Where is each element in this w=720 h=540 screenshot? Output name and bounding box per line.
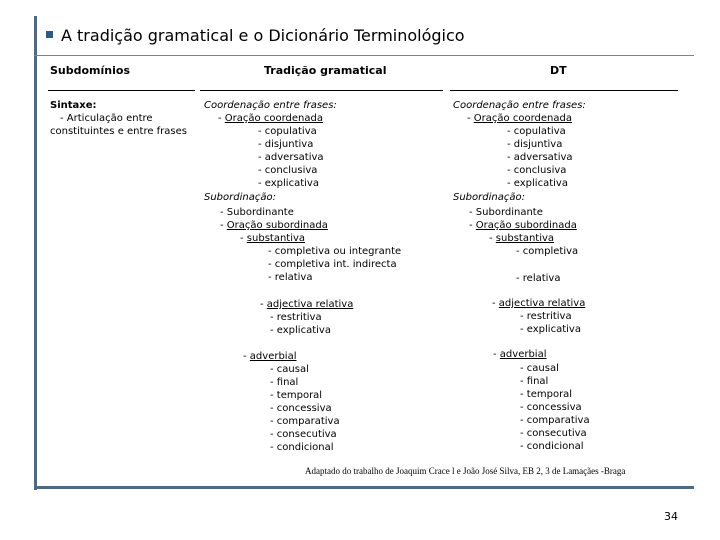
- dt-coord-item-text: Oração coordenada: [473, 113, 572, 124]
- trad-adjectiva: - adjectiva relativa: [260, 299, 354, 310]
- trad-subordinada-text: Oração subordinada: [226, 220, 328, 231]
- list-item: - consecutiva: [520, 428, 587, 439]
- dt-adjectiva-text: adjectiva relativa: [498, 298, 586, 309]
- dt-subordinada: - Oração subordinada: [469, 220, 577, 231]
- header-rule: [200, 90, 443, 91]
- trad-coord-item-text: Oração coordenada: [224, 113, 323, 124]
- list-item: - disjuntiva: [507, 139, 563, 150]
- dt-sub-title: Subordinação:: [453, 192, 525, 203]
- trad-substantiva-text: substantiva: [246, 233, 306, 244]
- list-item: - completiva int. indirecta: [268, 259, 397, 270]
- dt-coord-item: - Oração coordenada: [467, 113, 572, 124]
- title-divider: [34, 55, 694, 56]
- dt-adverbial-text: adverbial: [499, 349, 547, 360]
- dt-adjectiva: - adjectiva relativa: [492, 298, 586, 309]
- list-item: - copulativa: [507, 126, 566, 137]
- list-item: - explicativa: [270, 325, 331, 336]
- header-rule: [48, 90, 195, 91]
- dt-subordinante: - Subordinante: [469, 207, 543, 218]
- list-item: - comparativa: [270, 416, 340, 427]
- dt-adverbial: - adverbial: [493, 349, 547, 360]
- source-caption: Adaptado do trabalho de Joaquim Crace l e João José Silva, EB 2, 3 de Lamaçães -Braga: [305, 466, 626, 476]
- trad-coord-list: [258, 125, 324, 190]
- list-item: - adversativa: [258, 152, 324, 163]
- list-item: - comparativa: [520, 415, 590, 426]
- trad-subordinante: - Subordinante: [220, 207, 294, 218]
- trad-coord-item: - Oração coordenada: [218, 113, 323, 124]
- dt-substantiva-text: substantiva: [495, 233, 555, 244]
- list-item: - final: [520, 376, 549, 387]
- dt-substantiva: - substantiva: [489, 233, 555, 244]
- dt-relativa: - relativa: [516, 273, 561, 284]
- list-item: - consecutiva: [270, 429, 337, 440]
- trad-adverbial: - adverbial: [243, 351, 297, 362]
- list-item: - temporal: [520, 389, 573, 400]
- trad-adj-list: [270, 311, 331, 337]
- list-item: - conclusiva: [258, 165, 318, 176]
- trad-sub-title: Subordinação:: [204, 192, 276, 203]
- list-item: - condicional: [270, 442, 334, 453]
- list-item: - concessiva: [520, 402, 582, 413]
- list-item: - concessiva: [270, 403, 332, 414]
- list-item: - final: [270, 377, 299, 388]
- left-accent-bar: [34, 16, 37, 490]
- header-rule: [450, 90, 678, 91]
- list-item: - causal: [270, 364, 309, 375]
- list-item: - relativa: [268, 272, 313, 283]
- slide-title-text: A tradição gramatical e o Dicionário Terminológico: [61, 26, 465, 45]
- list-item: - explicativa: [507, 178, 568, 189]
- header-tradicao: Tradição gramatical: [264, 64, 387, 77]
- list-item: - copulativa: [258, 126, 317, 137]
- list-item: - restritiva: [270, 312, 322, 323]
- dt-adv-list: [520, 362, 590, 453]
- sub-line: - Articulação entre: [60, 113, 153, 124]
- square-bullet-icon: [46, 31, 53, 38]
- dt-coord-list: [507, 125, 573, 190]
- trad-subordinada: - Oração subordinada: [220, 220, 328, 231]
- dt-coord-title: Coordenação entre frases:: [453, 100, 586, 111]
- list-item: - condicional: [520, 441, 584, 452]
- list-item: - temporal: [270, 390, 323, 401]
- trad-adv-list: [270, 363, 340, 454]
- list-item: - restritiva: [520, 311, 572, 322]
- slide-title: [46, 26, 465, 45]
- page-number: 34: [664, 510, 678, 523]
- list-item: - explicativa: [520, 324, 581, 335]
- trad-adverbial-text: adverbial: [249, 351, 297, 362]
- trad-coord-title: Coordenação entre frases:: [204, 100, 337, 111]
- dt-adj-list: [520, 310, 581, 336]
- dt-completiva: - completiva: [516, 246, 579, 257]
- header-dt: DT: [550, 64, 567, 77]
- bottom-accent-bar: [34, 486, 694, 489]
- list-item: - causal: [520, 363, 559, 374]
- list-item: - conclusiva: [507, 165, 567, 176]
- list-item: - adversativa: [507, 152, 573, 163]
- sub-line: constituintes e entre frases: [50, 126, 187, 137]
- list-item: - completiva ou integrante: [268, 246, 402, 257]
- trad-adjectiva-text: adjectiva relativa: [266, 299, 354, 310]
- trad-substantiva: - substantiva: [240, 233, 306, 244]
- sub-title: Sintaxe:: [50, 100, 97, 111]
- trad-subst-list: [268, 245, 401, 284]
- header-subdominios: Subdomínios: [50, 64, 130, 77]
- dt-subordinada-text: Oração subordinada: [475, 220, 577, 231]
- list-item: - disjuntiva: [258, 139, 314, 150]
- list-item: - explicativa: [258, 178, 319, 189]
